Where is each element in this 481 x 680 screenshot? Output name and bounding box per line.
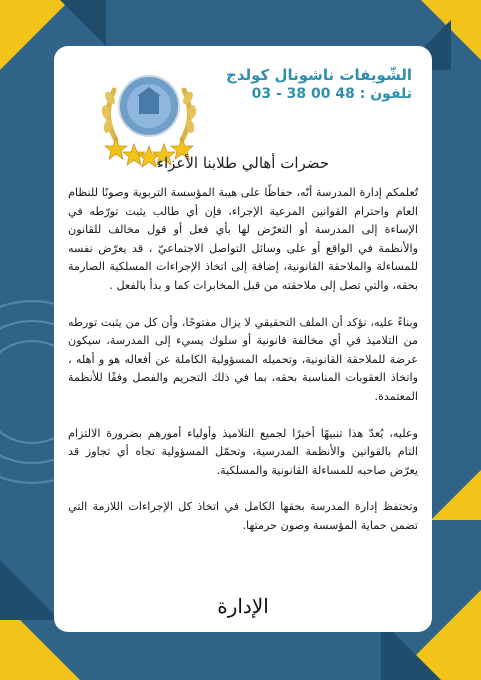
signature: الإدارة bbox=[217, 594, 269, 618]
notice-paragraph: تُعلمكم إدارة المدرسة أنّه، حفاظًا على هيبة المؤسسة التربوية وصونًا للنظام العام واحترام القوانين المرعية الإجراء، فإن أي طالب يثبت تورّطه في الإساءة إلى المدرسة أو التعرّض لها بأي فعل أو قول مخالف للقانون والأنظمة في الواقع أو على وسائل التواصل الاجتماعيّ ، قد يعرّض نفسه للمساءلة والملاحقة القانونية، إضافة إلى اتخاذ الإجراءات المسلكية الصارمة بحقه، والتي تصل إلى ملاحقته من قبل المخابرات كما و بدأ بالفعل . bbox=[68, 186, 418, 292]
notice-paragraph: وعليه، يُعدّ هذا تنبيهًا أخيرًا لجميع التلاميذ وأولياء أمورهم بضرورة الالتزام التام بالقوانين والأنظمة المدرسية، وتحمّل المسؤولية تجاه أي تجاوز قد يعرّض صاحبه للمساءلة القانونية والمسلكية. bbox=[68, 426, 418, 477]
salutation-heading: حضرات أهالي طلابنا الأعزاء bbox=[156, 154, 330, 172]
notice-body bbox=[68, 184, 418, 554]
dark-triangle-bottom-left bbox=[0, 560, 60, 620]
school-name: الشّويفات ناشونال كولدج bbox=[226, 66, 412, 84]
notice-paragraph: وتحتفظ إدارة المدرسة بحقها الكامل في اتخاذ كل الإجراءات اللازمة التي تضمن حماية المؤسسة وصون حرمتها. bbox=[68, 500, 418, 532]
yellow-triangle-mid-right bbox=[431, 470, 481, 520]
notice-card bbox=[54, 46, 432, 632]
notice-paragraph: وبناءً عليه، نؤكد أن الملف التحقيقي لا يزال مفتوحًا، وأن كل من يثبت تورطه من التلاميذ في أي مخالفة قانونية أو سلوك يسيء إلى المدرسة، سيكون عرضة للملاحقة القانونية، وتحميله المسؤولية الكاملة عن أفعاله هو و أهله ، واتخاذ العقوبات المناسبة بحقه، بما في ذلك التجريم والفصل وفقًا للأنظمة المعتمدة. bbox=[68, 315, 418, 403]
phone-number: تلفون : 48 00 38 - 03 bbox=[251, 86, 412, 102]
dark-triangle-top-left bbox=[60, 0, 106, 46]
school-header bbox=[226, 66, 412, 102]
